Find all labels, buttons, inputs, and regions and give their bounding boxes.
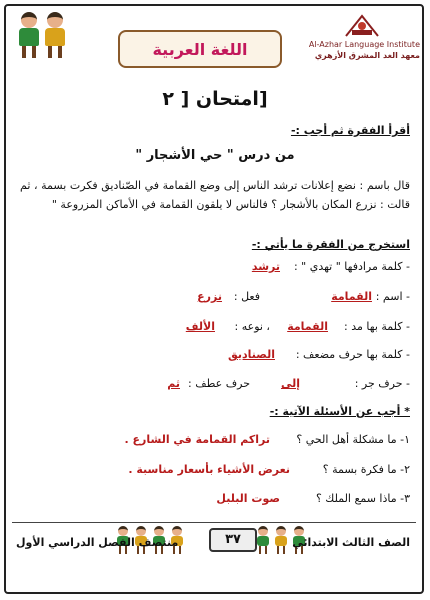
footer-divider — [12, 522, 416, 523]
question-answer: صوت البلبل — [216, 492, 280, 505]
reading-paragraph: قال باسم : نضع إعلانات ترشد الناس إلى وضع القمامة في الصّناديق فكرت بسمة ، ثم قالت : نزرع المكان بالأشجار ؟ فالناس لا يلقون القمامة في الأماكن المزروعة " — [20, 179, 410, 211]
extract-answer: نزرع — [197, 290, 222, 303]
extract-answer: ثم — [167, 377, 180, 390]
extract-heading: استخرج من الفقرة ما يأتي :- — [251, 238, 410, 251]
children-illustration — [10, 8, 72, 70]
question-text: ١- ما مشكلة أهل الحي ؟ — [296, 433, 410, 446]
question-answer: نعرض الأشياء بأسعار مناسبة . — [128, 463, 290, 476]
reading-instruction: أقرأ الفقرة ثم أجب :- — [290, 124, 410, 137]
subject-title-box — [118, 30, 282, 68]
extract-answer: إلى — [280, 377, 300, 390]
extract-question: ، نوعه : — [234, 320, 270, 333]
institute-logo-icon — [344, 14, 380, 38]
extract-item — [20, 290, 410, 308]
extract-answer: ترشد — [251, 260, 280, 273]
subject-title: اللغة العربية — [152, 39, 248, 59]
child-figure-icon — [42, 12, 68, 58]
question-item — [20, 433, 410, 451]
extract-item — [20, 348, 410, 366]
extract-answer: الصناديق — [227, 348, 275, 361]
child-figure-icon — [256, 526, 270, 554]
page-footer — [4, 510, 424, 594]
institute-logo — [302, 14, 420, 64]
page-header — [10, 8, 420, 78]
extract-question: - كلمة مرادفها " تهدي " : — [293, 260, 410, 273]
footer-grade-label: الصف الثالث الابتدائي — [292, 536, 410, 549]
child-figure-icon — [16, 12, 42, 58]
institute-name-arabic: معهد الغد المشرق الأزهري — [314, 51, 420, 60]
footer-term-label: منتصف الفصل الدراسي الأول — [16, 536, 179, 549]
exam-title: [امتحان [ ٢ — [162, 88, 268, 110]
questions-heading: * أجب عن الأسئلة الآتية :- — [269, 405, 410, 418]
extract-question: حرف عطف : — [188, 377, 250, 390]
extract-item — [20, 260, 410, 278]
question-text: ٣- ماذا سمع الملك ؟ — [315, 492, 410, 505]
extract-question: - كلمة بها مد : — [344, 320, 410, 333]
extract-item — [20, 320, 410, 338]
extract-question: فعل : — [233, 290, 260, 303]
extract-question: - كلمة بها حرف مضعف : — [295, 348, 410, 361]
lesson-title: من درس " حي الأشجار " — [135, 148, 295, 163]
child-figure-icon — [274, 526, 288, 554]
extract-answer: القمامة — [331, 290, 372, 303]
question-text: ٢- ما فكرة بسمة ؟ — [322, 463, 410, 476]
extract-item — [20, 377, 410, 395]
institute-name-english: Al-Azhar Language Institute — [308, 40, 420, 49]
extract-answer: القمامة — [287, 320, 328, 333]
extract-question: - حرف جر : — [354, 377, 410, 390]
question-item — [20, 463, 410, 481]
extract-answer: الألف — [185, 320, 215, 333]
question-answer: تراكم القمامة في الشارع . — [124, 433, 270, 446]
page-number: ٣٧ — [209, 528, 257, 552]
question-item — [20, 492, 410, 510]
extract-question: - اسم : — [375, 290, 410, 303]
